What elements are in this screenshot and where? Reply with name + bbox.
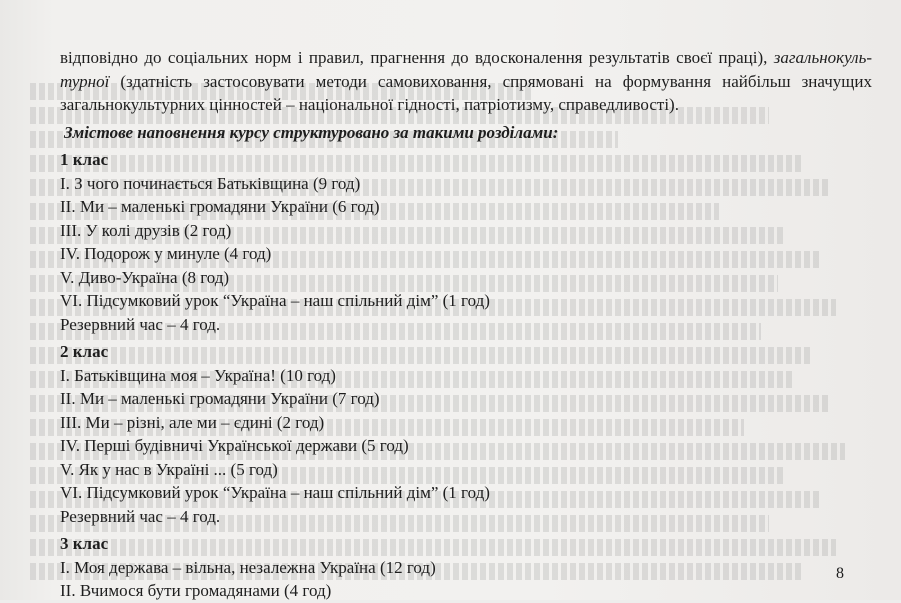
page-text (60, 46, 872, 603)
reserve-time: Резервний час – 4 год. (60, 314, 221, 334)
list-item: V. Диво-Україна (8 год) (60, 267, 230, 287)
list-item: VI. Підсумковий урок “Україна – наш спільний дім” (1 год) (60, 291, 490, 310)
list-item: II. Ми – маленькі громадяни України (6 год) (60, 197, 380, 216)
grade-title: 1 клас (60, 150, 109, 169)
intro-part2: (здатність застосовувати методи самовиховання, спрямовані на формування найбільш значущих загальнокультурних цінностей – національної гідності, патріотизму, справедливості). (60, 71, 872, 114)
grade-3-section (60, 532, 872, 603)
list-item: I. Батьківщина моя – Україна! (10 год) (60, 365, 336, 385)
reserve-time: Резервний час – 4 год. (60, 506, 221, 526)
intro-paragraph (60, 46, 872, 117)
list-item: VI. Підсумковий урок “Україна – наш спільний дім” (1 год) (60, 483, 490, 502)
list-item: IV. Подорож у минуле (4 год) (60, 244, 272, 263)
list-item: I. З чого починається Батьківщина (9 год) (60, 173, 361, 193)
grade-title: 3 клас (60, 534, 109, 553)
grade-1-section (60, 148, 872, 336)
list-item: V. Як у нас в Україні ... (5 год) (60, 459, 278, 479)
list-item: III. У колі друзів (2 год) (60, 220, 232, 240)
list-item: II. Вчимося бути громадянами (4 год) (60, 581, 332, 600)
list-item: II. Ми – маленькі громадяни України (7 год) (60, 389, 380, 408)
grade-2-section (60, 340, 872, 528)
list-item: I. Моя держава – вільна, незалежна Україна (12 год) (60, 557, 436, 577)
page-number: 8 (836, 565, 844, 582)
intro-italic-term: загальнокуль-турної (60, 48, 872, 91)
list-item: III. Ми – різні, але ми – єдині (2 год) (60, 412, 325, 432)
intro-part1: відповідно до соціальних норм і правил, прагнення до вдосконалення результатів своєї праці), (60, 48, 774, 67)
grade-title: 2 клас (60, 342, 109, 361)
section-heading: Змістове наповнення курсу структуровано за такими розділами: (64, 122, 559, 142)
list-item: IV. Перші будівничі Української держави (5 год) (60, 436, 409, 455)
